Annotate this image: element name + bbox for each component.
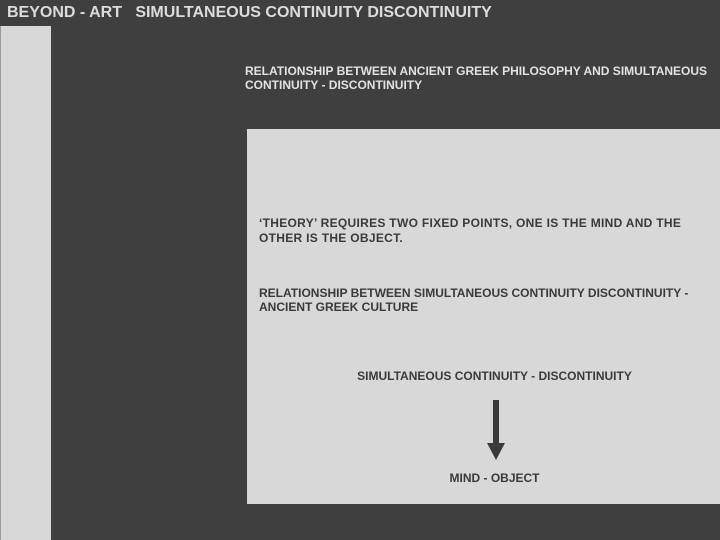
diagram-top-label: SIMULTANEOUS CONTINUITY - DISCONTINUITY	[357, 369, 632, 383]
slide-subtitle: RELATIONSHIP BETWEEN ANCIENT GREEK PHILOSOPHY AND SIMULTANEOUS CONTINUITY - DISCONTINUITY	[245, 64, 708, 92]
diagram-bottom-label: MIND - OBJECT	[449, 471, 540, 485]
content-panel	[247, 129, 720, 504]
theory-statement: ‘THEORY’ REQUIRES TWO FIXED POINTS, ONE IS THE MIND AND THE OTHER IS THE OBJECT.	[259, 216, 682, 245]
brand-title: BEYOND - ART	[7, 4, 122, 21]
main-title: SIMULTANEOUS CONTINUITY DISCONTINUITY	[135, 4, 492, 21]
relationship-statement: RELATIONSHIP BETWEEN SIMULTANEOUS CONTINUITY DISCONTINUITY - ANCIENT GREEK CULTURE	[259, 286, 689, 314]
arrow-down-icon	[487, 400, 505, 460]
left-sidebar-panel	[0, 26, 51, 540]
page-title	[7, 4, 492, 22]
